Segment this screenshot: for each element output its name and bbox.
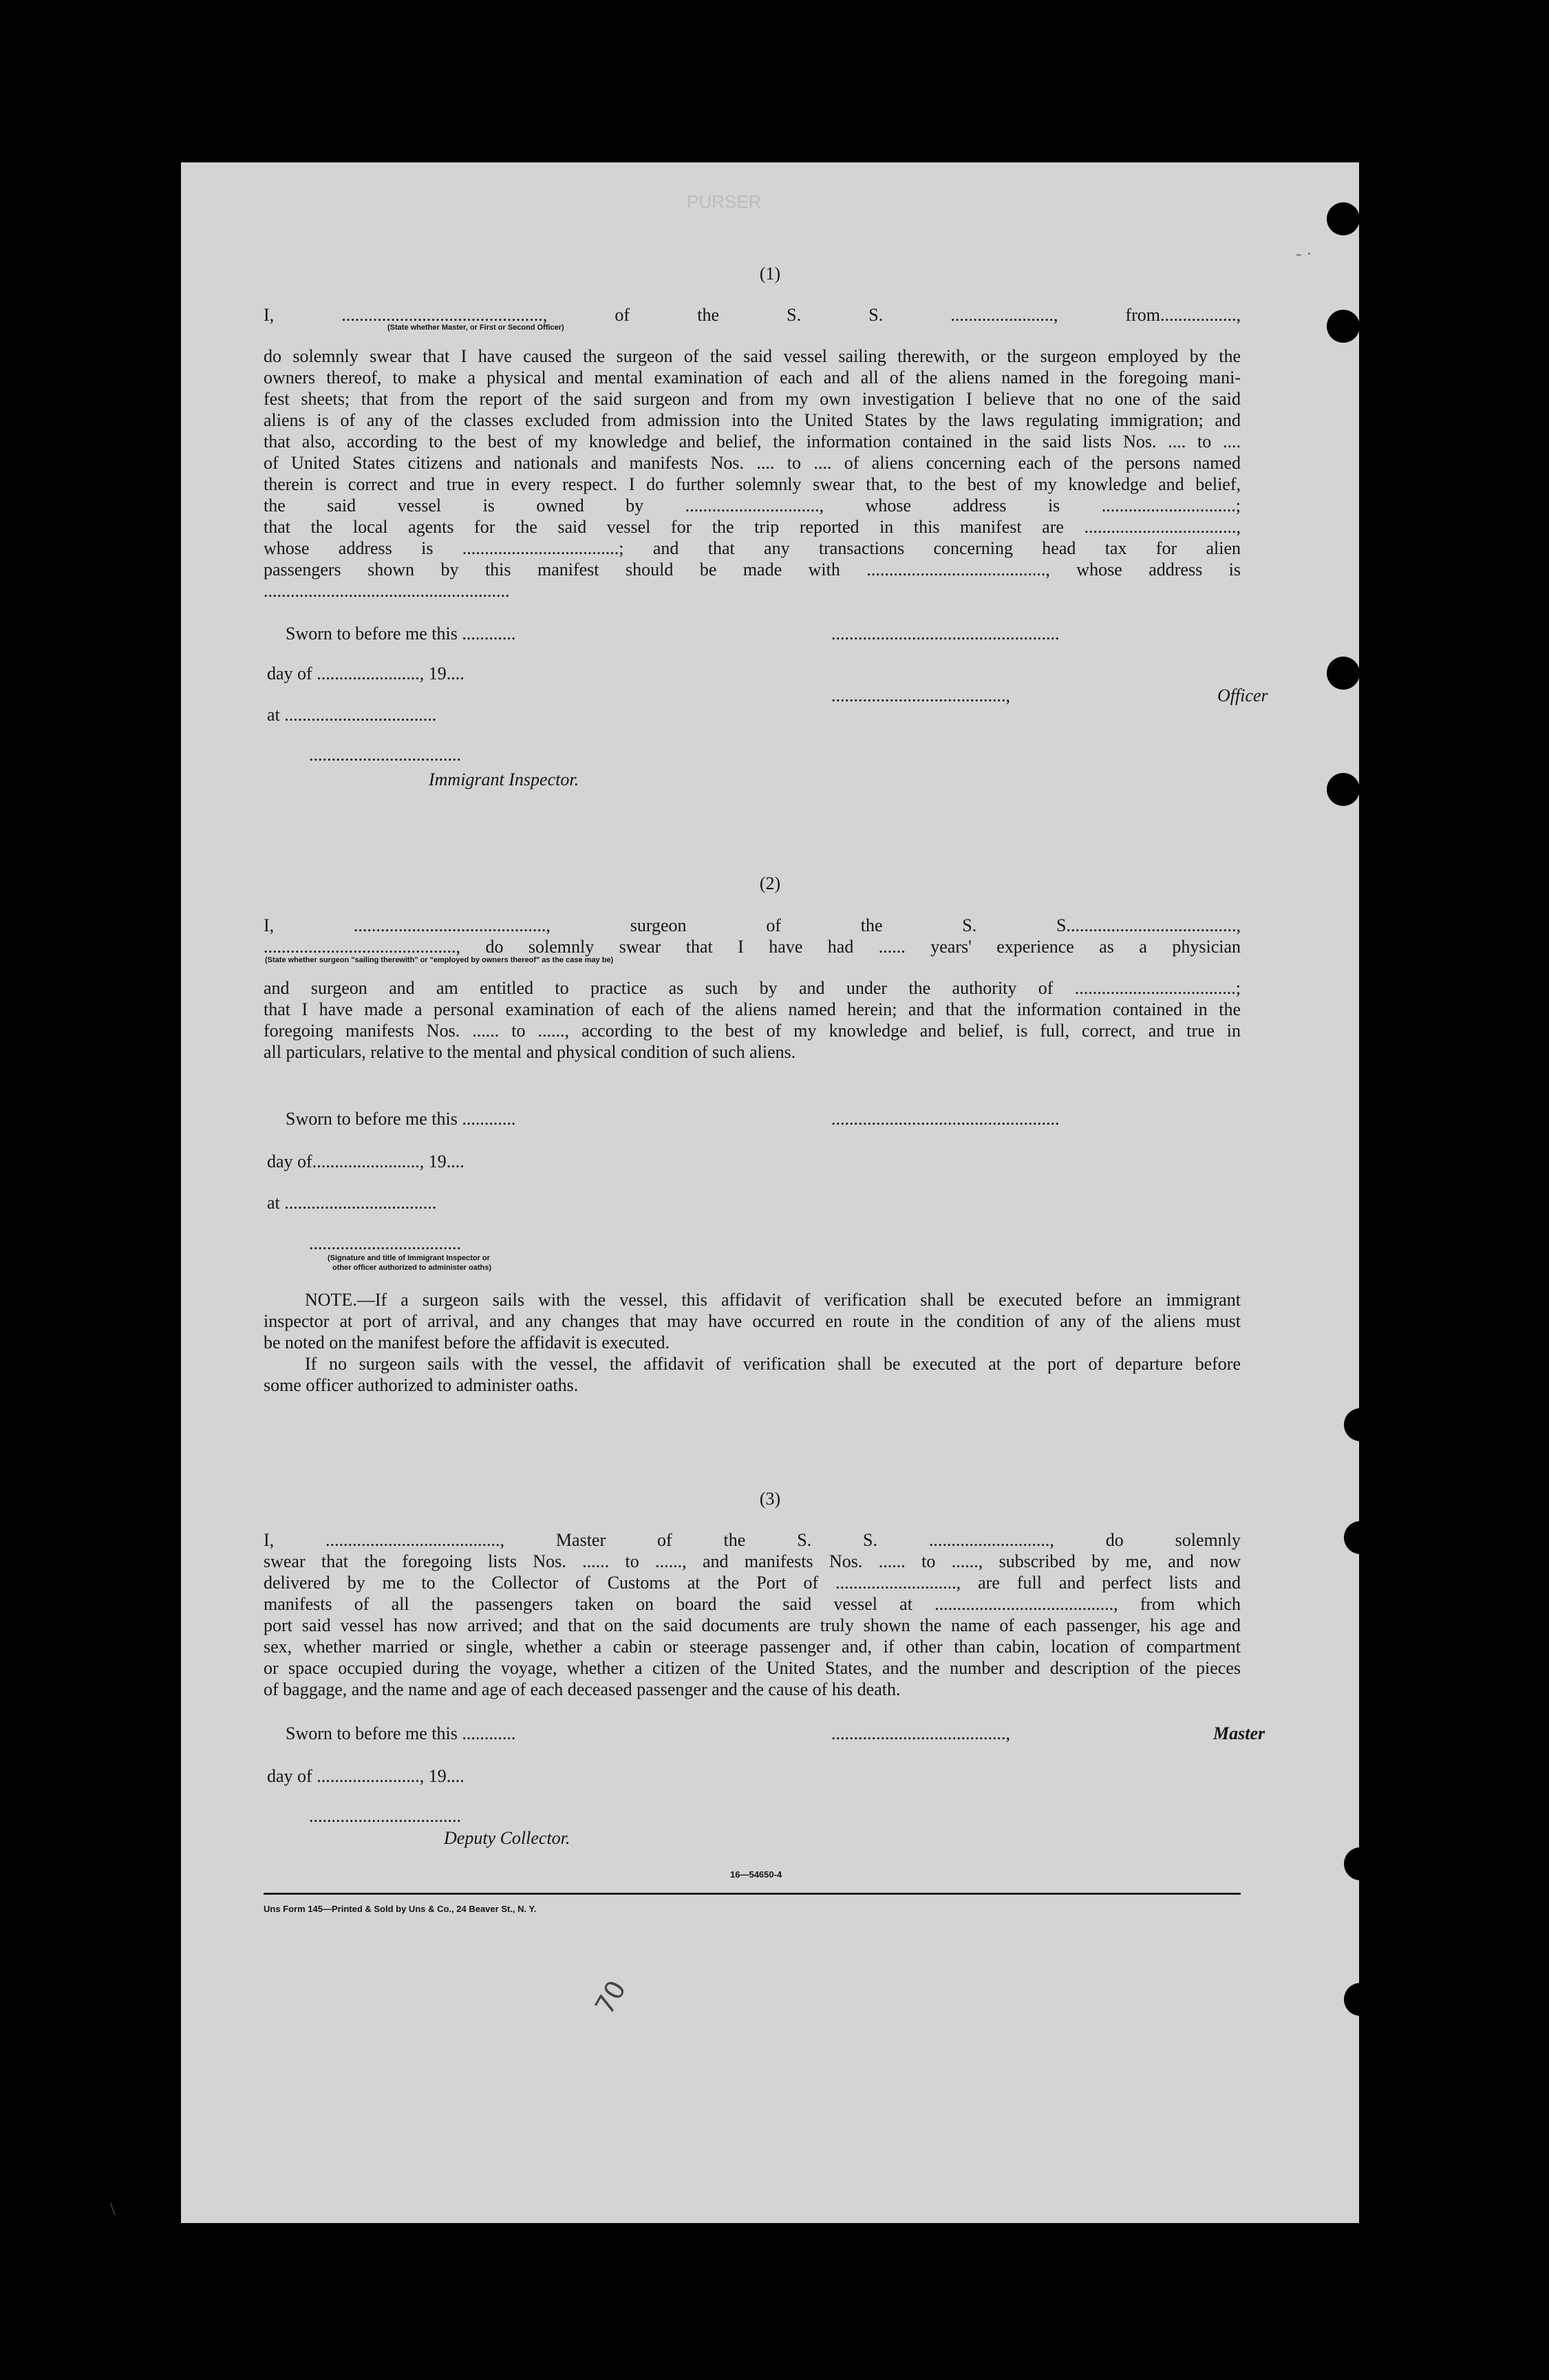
s3-day-text: day of ......................., 19....	[267, 1766, 464, 1786]
s2-note-line: If no surgeon sails with the vessel, the affidavit of verification shall be executed at the port of departure before	[305, 1354, 1241, 1374]
s3-master-dots: .......................................,	[831, 1723, 1010, 1743]
s1-body-line: owners thereof, to make a physical and mental examination of each and all of the aliens named in the foregoing mani-	[264, 368, 1241, 387]
s3-body-line: manifests of all the passengers taken on board the said vessel at ........................................, from which	[264, 1594, 1241, 1614]
s2-signature-note: (Signature and title of Immigrant Inspector or	[328, 1254, 490, 1262]
punch-hole	[1344, 1408, 1377, 1441]
s1-inspector-label: Immigrant Inspector.	[429, 769, 579, 789]
s1-body-line: of United States citizens and nationals and manifests Nos. .... to .... of aliens concerning each of the persons named	[264, 453, 1241, 473]
s2-body-line: that I have made a personal examination of each of the aliens named herein; and that the information contained in the	[264, 999, 1241, 1019]
section-2-number: (2)	[759, 873, 781, 893]
s2-sworn-signature-line: ...................................................	[831, 1109, 1060, 1129]
s3-body-line: I, ......................................., Master of the S. S. ..........................., do solemnly	[264, 1530, 1241, 1550]
s2-at-text: at ..................................	[267, 1193, 437, 1213]
s2-body-line: and surgeon and am entitled to practice as such by and under the authority of ....................................;	[264, 978, 1241, 998]
s2-oath-line: I, ..........................................., surgeon of the S. S......................................,	[264, 915, 1241, 935]
s1-body-line: do solemnly swear that I have caused the surgeon of the said vessel sailing therewith, or the surgeon employed by the	[264, 346, 1241, 366]
s2-note-line: inspector at port of arrival, and any changes that may have occurred en route in the condition of any of the aliens must	[264, 1311, 1241, 1331]
punch-hole	[1327, 310, 1360, 343]
s3-body-line: of baggage, and the name and age of each deceased passenger and the cause of his death.	[264, 1679, 901, 1699]
printer-imprint: Uns Form 145—Printed & Sold by Uns & Co., 24 Beaver St., N. Y.	[264, 1904, 537, 1914]
s1-sworn-signature-line: ...................................................	[831, 624, 1060, 644]
s3-body-line: or space occupied during the voyage, whether a citizen of the United States, and the number and description of the pieces	[264, 1658, 1241, 1678]
s3-master-label: Master	[1213, 1723, 1265, 1743]
punch-hole	[1344, 1983, 1377, 2016]
s3-deputy-label: Deputy Collector.	[444, 1828, 570, 1848]
s1-body-line: passengers shown by this manifest should be made with ........................................, whose address is	[264, 560, 1241, 580]
s3-body-line: port said vessel has now arrived; and that on the said documents are truly shown the name of each passenger, his age and	[264, 1615, 1241, 1635]
s3-signature-line: ..................................	[309, 1806, 461, 1826]
s1-day-text: day of ......................., 19....	[267, 663, 464, 683]
punch-hole	[1327, 773, 1360, 806]
s1-oath-line: I, ............................................., of the S. S. ......................., from.................,	[264, 305, 1241, 325]
s1-body-line: that also, according to the best of my knowledge and belief, the information contained in the said lists Nos. .... to ....	[264, 432, 1241, 451]
s2-note-line: be noted on the manifest before the affidavit is executed.	[264, 1332, 670, 1352]
s3-body-line: sex, whether married or single, whether a cabin or steerage passenger and, if other than cabin, location of compartment	[264, 1637, 1241, 1657]
s2-experience-line: ..........................................., do solemnly swear that I have had ...... years' experience as a physician	[264, 937, 1241, 957]
s1-officer-label: Officer	[1217, 686, 1268, 705]
s3-body-line: delivered by me to the Collector of Customs at the Port of ..........................., are full and perfect lists and	[264, 1573, 1241, 1593]
punch-hole	[1327, 657, 1360, 690]
s1-body-last-line: .......................................................	[264, 581, 510, 601]
s3-body-line: swear that the foregoing lists Nos. ...... to ......, and manifests Nos. ...... to ......, subscribed by me, and now	[264, 1551, 1241, 1571]
s1-oath-note: (State whether Master, or First or Second Officer)	[387, 323, 564, 332]
s2-signature-line: ..................................	[309, 1233, 461, 1253]
punch-hole	[1327, 202, 1360, 235]
punch-hole	[1344, 1521, 1377, 1554]
punch-hole	[1363, 352, 1396, 385]
s2-signature-note: other officer authorized to administer oaths)	[332, 1264, 492, 1272]
margin-mark: \	[110, 2199, 116, 2219]
s2-note-line: NOTE.—If a surgeon sails with the vessel, this affidavit of verification shall be executed before an immigrant	[305, 1290, 1241, 1310]
form-code: 16—54650-4	[730, 1869, 782, 1880]
s1-sworn-text: Sworn to before me this ............	[286, 624, 516, 644]
s2-day-text: day of........................, 19....	[267, 1151, 464, 1171]
s3-sworn-text: Sworn to before me this ............	[286, 1723, 516, 1743]
s1-body-line: aliens is of any of the classes excluded from admission into the United States by the laws regulating immigration; and	[264, 410, 1241, 430]
s2-body-line: all particulars, relative to the mental and physical condition of such aliens.	[264, 1042, 796, 1062]
form-sheet	[181, 162, 1359, 2223]
footer-rule	[264, 1893, 1241, 1895]
punch-hole	[1344, 1847, 1377, 1880]
s1-body-line: the said vessel is owned by .............................., whose address is ..............................;	[264, 496, 1241, 516]
s2-body-line: foregoing manifests Nos. ...... to ......, according to the best of my knowledge and belief, is full, correct, and true in	[264, 1021, 1241, 1041]
s1-inspector-signature-line: ..................................	[309, 745, 461, 765]
handwritten-mark: 70	[589, 1975, 632, 2019]
s1-body-line: fest sheets; that from the report of the said surgeon and from my own investigation I believe that no one of the said	[264, 389, 1241, 409]
s1-body-line: whose address is ...................................; and that any transactions concerning head tax for alien	[264, 538, 1241, 558]
s2-note-line: some officer authorized to administer oaths.	[264, 1375, 579, 1395]
s1-officer-dots: .......................................,	[831, 686, 1010, 705]
section-1-number: (1)	[759, 264, 781, 284]
s1-at-text: at ..................................	[267, 705, 437, 725]
s1-body-line: that the local agents for the said vessel for the trip reported in this manifest are ..................................,	[264, 517, 1241, 537]
s2-sworn-text: Sworn to before me this ............	[286, 1109, 516, 1129]
punch-hole	[1363, 1098, 1396, 1131]
section-3-number: (3)	[759, 1489, 781, 1509]
faint-header-stamp: PURSER	[687, 191, 762, 212]
s2-experience-note: (State whether surgeon "sailing therewith" or "employed by owners thereof" as the case may be)	[265, 956, 614, 964]
stray-mark: - ·	[1296, 244, 1312, 264]
s1-body-line: therein is correct and true in every respect. I do further solemnly swear that, to the best of my knowledge and belief,	[264, 474, 1241, 494]
